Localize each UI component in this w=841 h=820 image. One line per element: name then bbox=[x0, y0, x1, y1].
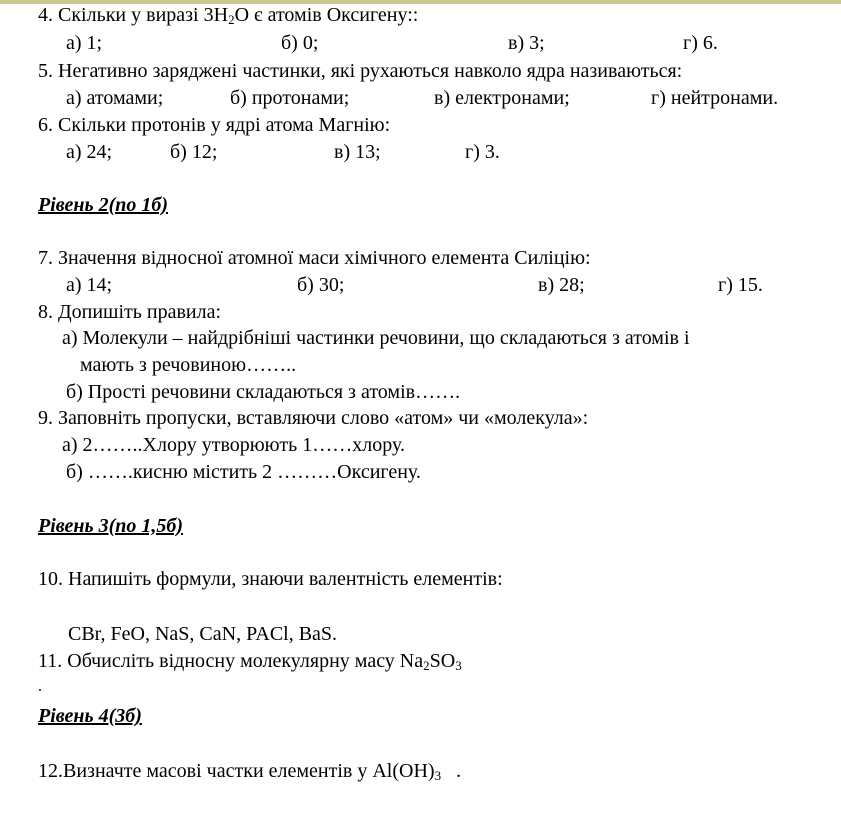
q9-item-b: б) …….кисню містить 2 ………Оксигену. bbox=[66, 461, 421, 483]
q10-formulas: CBr, FeO, NaS, CaN, PACl, BaS. bbox=[68, 623, 338, 645]
q6-option-d: г) 3. bbox=[465, 141, 500, 163]
question-12: 12.Визначте масові частки елементів у $Al(OH)_3$ . bbox=[38, 760, 462, 783]
level-4-heading: Рівень 4(3б) bbox=[38, 705, 142, 727]
q5-option-c: в) електронами; bbox=[434, 87, 570, 109]
q4-option-b: б) 0; bbox=[281, 32, 319, 54]
level-3-heading: Рівень 3(по 1,5б) bbox=[38, 515, 184, 537]
question-6: 6. Скільки протонів у ядрі атома Магнію: bbox=[38, 114, 391, 136]
question-10: 10. Напишіть формули, знаючи валентність елементів: bbox=[38, 568, 503, 590]
q8-rule-a-line2: мають з речовиною…….. bbox=[80, 354, 297, 376]
question-4: 4. Скільки у виразі $3H_2O$ є атомів Оксигену:: bbox=[38, 4, 419, 27]
q4-option-c: в) 3; bbox=[508, 32, 545, 54]
q4-option-d: г) 6. bbox=[683, 32, 718, 54]
question-9: 9. Заповніть пропуски, вставляючи слово «атом» чи «молекула»: bbox=[38, 407, 589, 429]
q4-option-a: а) 1; bbox=[66, 32, 103, 54]
q6-option-b: б) 12; bbox=[170, 141, 218, 163]
q7-option-c: в) 28; bbox=[538, 274, 585, 296]
q6-option-a: а) 24; bbox=[66, 141, 113, 163]
q9-item-a: а) 2……..Хлору утворюють 1……хлору. bbox=[62, 434, 405, 456]
q5-option-a: а) атомами; bbox=[66, 87, 164, 109]
q5-option-d: г) нейтронами. bbox=[651, 87, 779, 109]
question-8: 8. Допишіть правила: bbox=[38, 301, 222, 323]
question-7: 7. Значення відносної атомної маси хімічного елемента Силіцію: bbox=[38, 247, 591, 269]
q7-option-b: б) 30; bbox=[297, 274, 345, 296]
q8-rule-b: б) Прості речовини складаються з атомів……. bbox=[66, 381, 461, 403]
q7-option-a: а) 14; bbox=[66, 274, 113, 296]
question-5: 5. Негативно заряджені частинки, які рухаються навколо ядра називаються: bbox=[38, 60, 683, 82]
q7-option-d: г) 15. bbox=[718, 274, 763, 296]
level-2-heading: Рівень 2(по 1б) bbox=[38, 194, 169, 216]
stray-dot: . bbox=[38, 678, 42, 695]
q6-option-c: в) 13; bbox=[334, 141, 381, 163]
q5-option-b: б) протонами; bbox=[230, 87, 350, 109]
question-11: 11. Обчисліть відносну молекулярну масу $Na_2SO_3$ bbox=[38, 650, 462, 673]
q8-rule-a-line1: а) Молекули – найдрібніші частинки речовини, що складаються з атомів і bbox=[62, 327, 690, 349]
